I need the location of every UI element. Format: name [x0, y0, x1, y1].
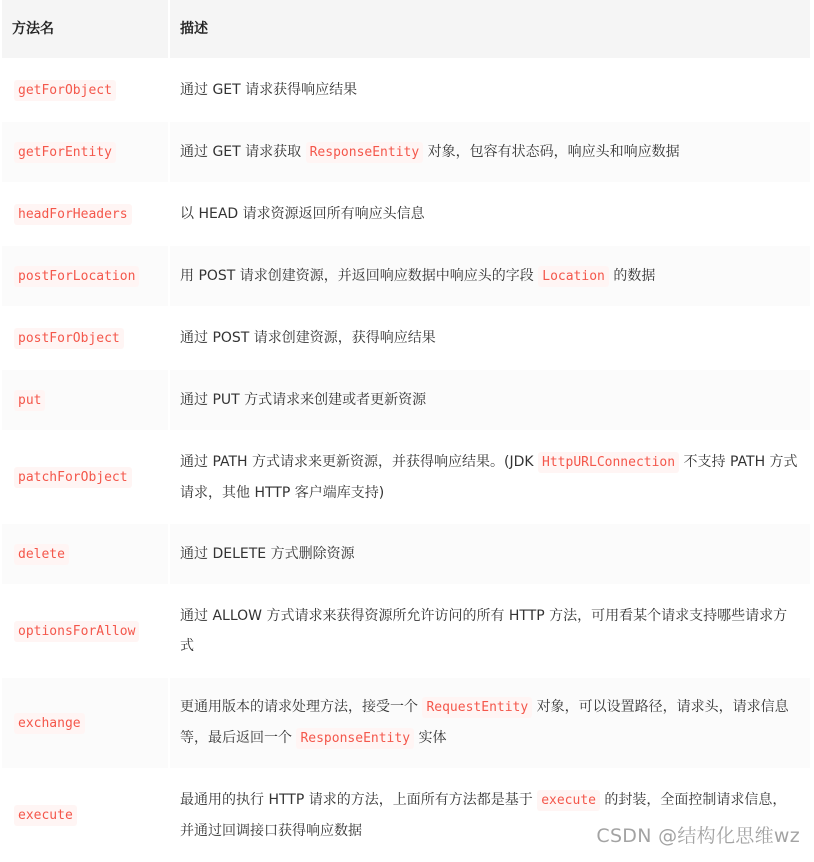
- inline-code: HttpURLConnection: [538, 452, 679, 473]
- method-cell: [2, 432, 168, 522]
- method-cell: [2, 678, 168, 768]
- description-text: 对象，包容有状态码，响应头和响应数据: [423, 143, 680, 160]
- inline-code: Location: [538, 266, 609, 287]
- description-text: 的封装，全面控制请求信息，并通过回调接口获得响应数据: [180, 791, 787, 839]
- method-name: patchForObject: [14, 467, 132, 488]
- description-cell: [170, 60, 810, 120]
- table-row: [2, 370, 810, 430]
- description-cell: [170, 308, 810, 368]
- watermark: CSDN @结构化思维wz: [596, 825, 800, 847]
- description-text: 不支持 PATH 方式请求，其他 HTTP 客户端库支持): [180, 453, 798, 501]
- description-cell: [170, 122, 810, 182]
- description-text: 通过 POST 请求创建资源，获得响应结果: [180, 330, 436, 346]
- method-name: optionsForAllow: [14, 621, 139, 642]
- description-text: 通过 PATH 方式请求来更新资源，并获得响应结果。(JDK: [180, 453, 539, 470]
- description-text: 对象，可以设置路径，请求头，请求信息等，最后返回一个: [180, 699, 789, 746]
- description-text: 用 POST 请求创建资源，并返回响应数据中响应头的字段: [180, 267, 539, 284]
- description-text: 以 HEAD 请求资源返回所有响应头信息: [180, 206, 425, 222]
- description-text: 通过 GET 请求获得响应结果: [180, 82, 358, 98]
- table-row: [2, 122, 810, 182]
- description-text: 实体: [414, 730, 447, 746]
- header-method: 方法名: [2, 0, 168, 58]
- method-name: postForObject: [14, 328, 124, 349]
- description-cell: [170, 370, 810, 430]
- inline-code: RequestEntity: [422, 697, 532, 718]
- description-cell: [170, 586, 810, 676]
- method-cell: [2, 370, 168, 430]
- description-text: 通过 GET 请求获取: [180, 143, 306, 160]
- table-row: [2, 60, 810, 120]
- method-cell: [2, 770, 168, 860]
- method-cell: [2, 308, 168, 368]
- description-cell: [170, 524, 810, 584]
- header-row: [2, 0, 810, 58]
- method-name: exchange: [14, 713, 85, 734]
- method-cell: [2, 586, 168, 676]
- description-text: 通过 PUT 方式请求来创建或者更新资源: [180, 392, 427, 408]
- description-text: 最通用的执行 HTTP 请求的方法，上面所有方法都是基于: [180, 791, 538, 808]
- table-body: [2, 60, 810, 860]
- description-text: 更通用版本的请求处理方法，接受一个: [180, 699, 423, 715]
- method-name: getForEntity: [14, 142, 116, 163]
- method-cell: [2, 184, 168, 244]
- description-cell: [170, 432, 810, 522]
- method-name: put: [14, 390, 45, 411]
- method-cell: [2, 60, 168, 120]
- description-text: 通过 DELETE 方式删除资源: [180, 546, 355, 562]
- description-cell: [170, 184, 810, 244]
- method-cell: [2, 122, 168, 182]
- table-row: [2, 524, 810, 584]
- table-row: [2, 184, 810, 244]
- table-row: [2, 432, 810, 522]
- method-cell: [2, 246, 168, 306]
- header-description: 描述: [170, 0, 810, 58]
- method-name: getForObject: [14, 80, 116, 101]
- inline-code: ResponseEntity: [296, 728, 414, 749]
- method-name: delete: [14, 544, 69, 565]
- description-text: 通过 ALLOW 方式请求来获得资源所允许访问的所有 HTTP 方法，可用看某个请求支持哪些请求方式: [180, 608, 788, 654]
- method-name: postForLocation: [14, 266, 139, 287]
- table-row: [2, 586, 810, 676]
- method-name: headForHeaders: [14, 204, 132, 225]
- method-name: execute: [14, 805, 77, 826]
- table-row: [2, 678, 810, 768]
- inline-code: execute: [537, 790, 600, 811]
- table-row: [2, 308, 810, 368]
- description-text: 的数据: [608, 267, 656, 284]
- description-cell: [170, 246, 810, 306]
- description-cell: [170, 678, 810, 768]
- method-cell: [2, 524, 168, 584]
- table-row: [2, 246, 810, 306]
- inline-code: ResponseEntity: [306, 142, 424, 163]
